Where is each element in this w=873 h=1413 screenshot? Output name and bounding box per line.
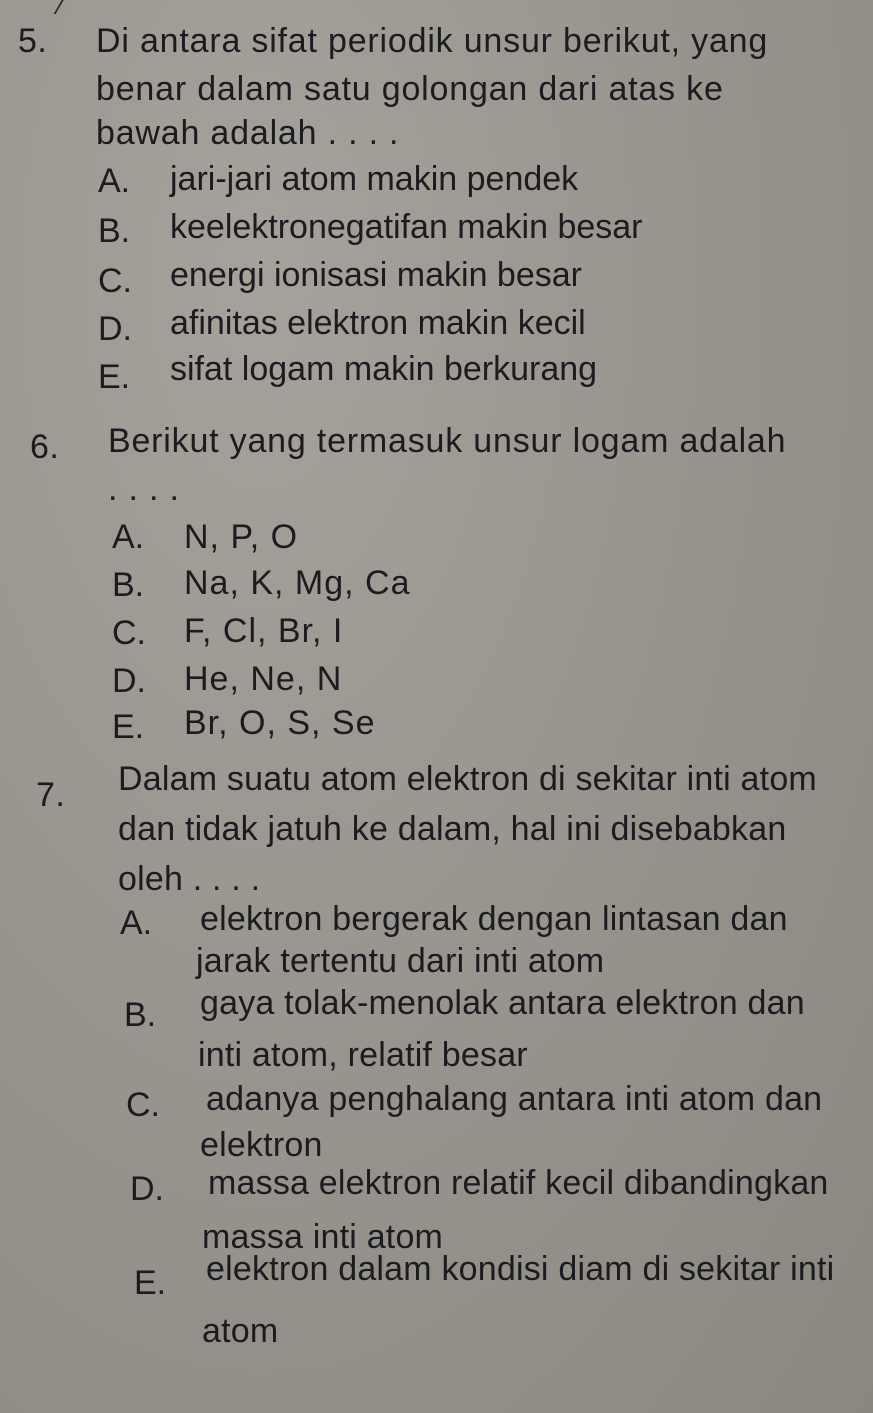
question-stem-line: oleh . . . . (118, 860, 261, 898)
option-text: energi ionisasi makin besar (170, 256, 582, 294)
option-letter: B. (112, 566, 145, 604)
question-stem-line: dan tidak jatuh ke dalam, hal ini disebabkan (118, 810, 787, 848)
question-number: 7. (36, 776, 66, 814)
option-letter: A. (98, 162, 131, 200)
option-text: Br, O, S, Se (184, 704, 376, 742)
option-letter: B. (124, 996, 157, 1034)
option-text: jari-jari atom makin pendek (170, 160, 579, 198)
option-letter: D. (130, 1170, 164, 1208)
question-stem-line: Berikut yang termasuk unsur logam adalah (108, 422, 787, 460)
option-letter: E. (134, 1264, 167, 1302)
option-letter: E. (98, 358, 131, 396)
question-stem-line: bawah adalah . . . . (96, 114, 400, 152)
option-text: gaya tolak-menolak antara elektron dan (200, 984, 805, 1022)
question-number: 6. (30, 428, 60, 466)
question-stem-line: . . . . (108, 470, 180, 508)
option-text-continued: elektron (200, 1126, 323, 1164)
question-stem-line: benar dalam satu golongan dari atas ke (96, 70, 724, 108)
option-letter: C. (126, 1086, 160, 1124)
option-text-continued: atom (202, 1312, 279, 1350)
option-text: elektron bergerak dengan lintasan dan (200, 900, 788, 938)
option-letter: A. (112, 518, 145, 556)
option-text: keelektronegatifan makin besar (170, 208, 643, 246)
option-text: He, Ne, N (184, 660, 343, 698)
option-text-continued: jarak tertentu dari inti atom (196, 942, 605, 980)
option-text: Na, K, Mg, Ca (184, 564, 411, 602)
option-text: afinitas elektron makin kecil (170, 304, 586, 342)
option-text: F, Cl, Br, I (184, 612, 344, 650)
question-stem-line: Dalam suatu atom elektron di sekitar inti atom (118, 760, 817, 798)
question-number: 5. (18, 22, 48, 60)
option-text: adanya penghalang antara inti atom dan (206, 1080, 823, 1118)
option-text: massa elektron relatif kecil dibandingkan (208, 1164, 829, 1202)
corner-fold-mark (14, 0, 69, 14)
option-text-continued: massa inti atom (202, 1218, 444, 1256)
option-text: N, P, O (184, 518, 299, 556)
option-letter: D. (98, 310, 132, 348)
option-text: elektron dalam kondisi diam di sekitar inti (206, 1250, 835, 1288)
option-letter: A. (120, 904, 153, 942)
option-letter: C. (98, 262, 132, 300)
option-text-continued: inti atom, relatif besar (198, 1036, 528, 1074)
option-letter: E. (112, 708, 145, 746)
question-stem-line: Di antara sifat periodik unsur berikut, yang (96, 22, 769, 60)
option-text: sifat logam makin berkurang (170, 350, 598, 388)
option-letter: B. (98, 212, 131, 250)
option-letter: C. (112, 614, 146, 652)
option-letter: D. (112, 662, 146, 700)
